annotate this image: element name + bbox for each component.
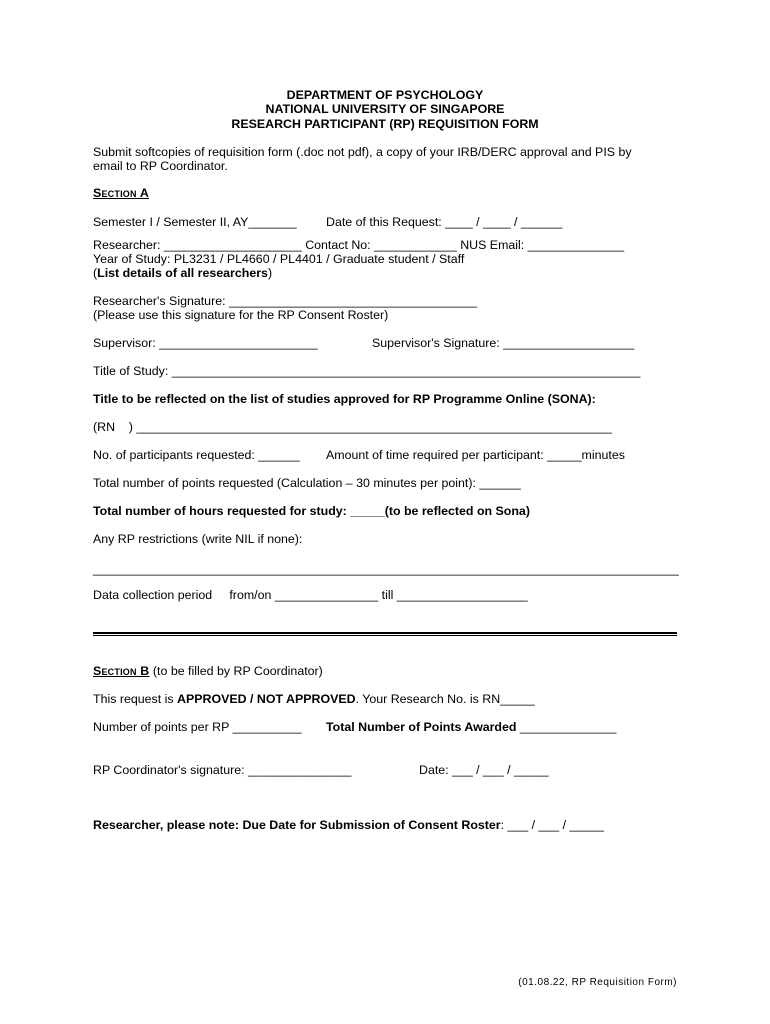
participants-requested-field[interactable]: No. of participants requested: ______ — [93, 448, 300, 462]
form-title: RESEARCH PARTICIPANT (RP) REQUISITION FORM — [231, 117, 539, 131]
section-divider-thin — [93, 635, 677, 636]
section-b-heading: Section B — [93, 664, 150, 678]
year-of-study-field[interactable]: Year of Study: PL3231 / PL4660 / PL4401 / Graduate student / Staff — [93, 252, 465, 266]
form-version-footer: (01.08.22, RP Requisition Form) — [518, 977, 677, 988]
semester-field[interactable]: Semester I / Semester II, AY_______ — [93, 215, 297, 229]
title-of-study-field[interactable]: Title of Study: ____________________________________________________________________ — [93, 364, 641, 378]
time-per-participant-field[interactable]: Amount of time required per participant: _____minutes — [326, 448, 625, 462]
supervisor-signature-field[interactable]: Supervisor's Signature: ___________________ — [372, 336, 635, 350]
university-title: NATIONAL UNIVERSITY OF SINGAPORE — [265, 102, 505, 116]
request-date-field[interactable]: Date of this Request: ____ / ____ / ______ — [326, 215, 563, 229]
section-b-heading-line — [93, 664, 323, 678]
rn-title-field[interactable]: (RN ) _____________________________________________________________________ — [93, 420, 612, 434]
restrictions-label: Any RP restrictions (write NIL if none): — [93, 532, 303, 546]
approval-status-line[interactable]: This request is APPROVED / NOT APPROVED. Your Research No. is RN_____ — [93, 692, 535, 706]
section-b-note: (to be filled by RP Coordinator) — [149, 664, 323, 678]
section-a-heading: Section A — [93, 186, 149, 200]
total-hours-field[interactable]: Total number of hours requested for study: _____(to be reflected on Sona) — [93, 504, 530, 518]
researcher-contact-email-field[interactable]: Researcher: ____________________ Contact No: ____________ NUS Email: ______________ — [93, 238, 625, 252]
researcher-list-note: (List details of all researchers) — [93, 266, 273, 280]
points-per-rp-field[interactable]: Number of points per RP __________ — [93, 720, 302, 734]
supervisor-field[interactable]: Supervisor: _______________________ — [93, 336, 318, 350]
coordinator-date-field[interactable]: Date: ___ / ___ / _____ — [419, 763, 549, 777]
researcher-signature-field[interactable]: Researcher's Signature: ____________________________________ — [93, 294, 478, 308]
consent-roster-due-date[interactable]: Researcher, please note: Due Date for Submission of Consent Roster: ___ / ___ / _____ — [93, 818, 604, 832]
intro-line-2: email to RP Coordinator. — [93, 159, 228, 173]
intro-line-1: Submit softcopies of requisition form (.doc not pdf), a copy of your IRB/DERC approval and PIS by — [93, 145, 632, 159]
sona-title-label: Title to be reflected on the list of studies approved for RP Programme Online (SONA): — [93, 392, 596, 406]
section-divider — [93, 632, 677, 634]
department-title: DEPARTMENT OF PSYCHOLOGY — [286, 88, 484, 102]
signature-note: (Please use this signature for the RP Consent Roster) — [93, 308, 389, 322]
data-collection-period-field[interactable]: Data collection period from/on _______________ till ___________________ — [93, 588, 528, 602]
points-awarded-field[interactable]: Total Number of Points Awarded ______________ — [326, 720, 617, 734]
coordinator-signature-field[interactable]: RP Coordinator's signature: _______________ — [93, 763, 352, 777]
total-points-field[interactable]: Total number of points requested (Calculation – 30 minutes per point): ______ — [93, 476, 521, 490]
restrictions-field[interactable]: _____________________________________________________________________________________ — [93, 562, 679, 576]
